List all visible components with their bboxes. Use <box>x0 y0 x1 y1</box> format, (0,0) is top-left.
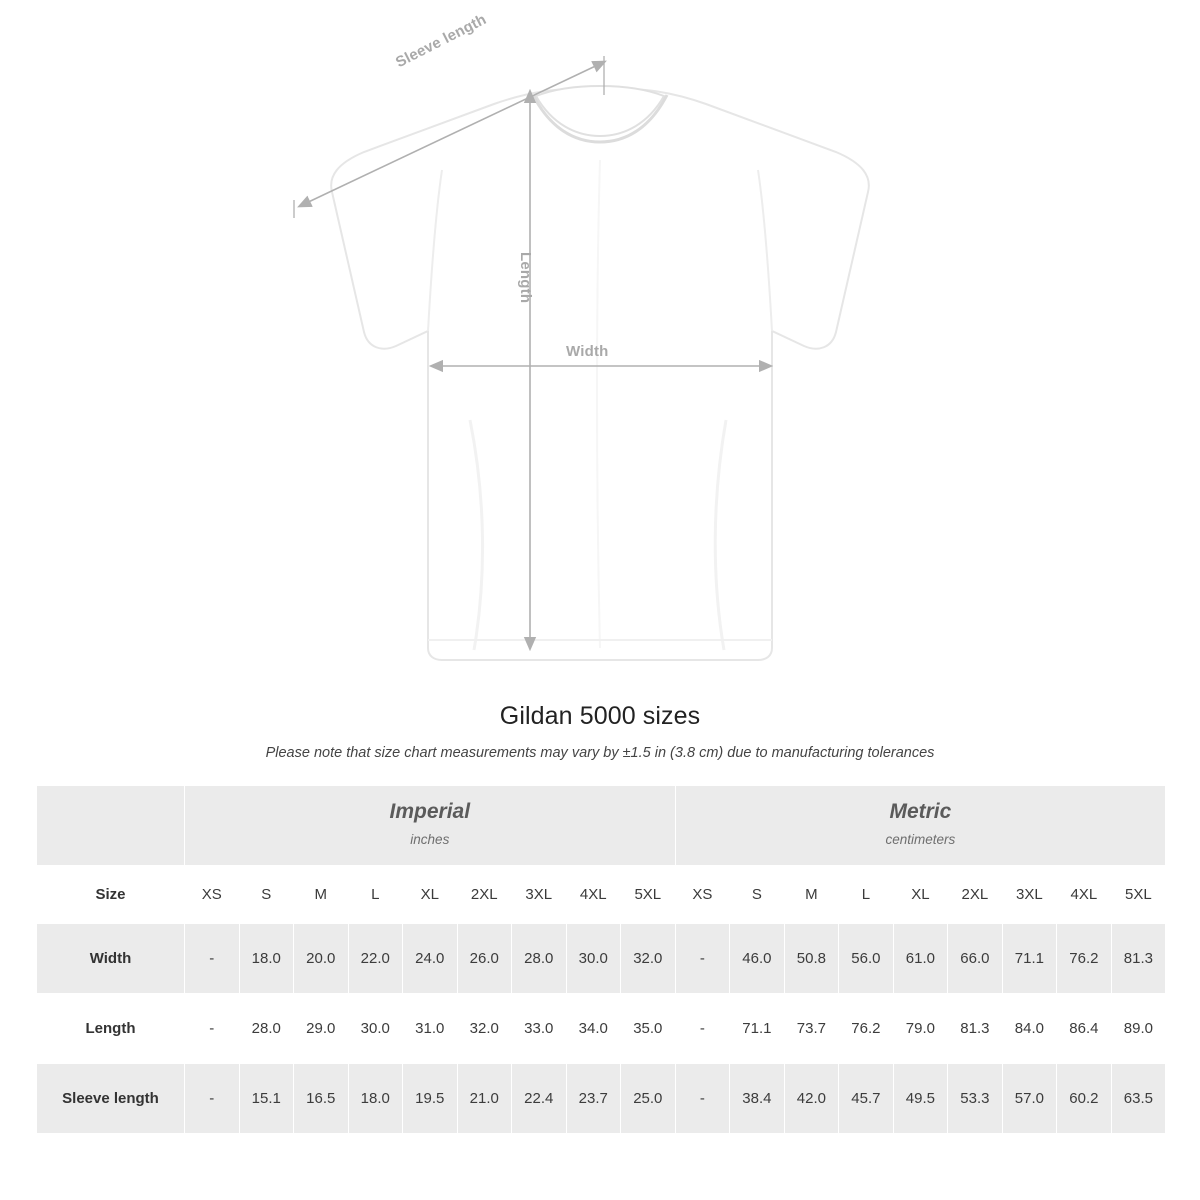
table-row <box>37 994 1166 1064</box>
cell-sleeve-metric-m: 42.0 <box>784 1064 839 1134</box>
cell-sleeve-imperial-5xl: 25.0 <box>621 1064 676 1134</box>
cell-sleeve-imperial-4xl: 23.7 <box>566 1064 621 1134</box>
cell-width-imperial-5xl: 32.0 <box>621 924 676 994</box>
cell-sleeve-imperial-2xl: 21.0 <box>457 1064 512 1134</box>
cell-length-metric-4xl: 86.4 <box>1057 994 1112 1064</box>
column-header-metric-l: L <box>839 866 894 924</box>
cell-length-imperial-l: 30.0 <box>348 994 403 1064</box>
system-header-imperial <box>185 786 676 866</box>
cell-sleeve-metric-2xl: 53.3 <box>948 1064 1003 1134</box>
column-header-imperial-3xl: 3XL <box>512 866 567 924</box>
cell-length-metric-5xl: 89.0 <box>1111 994 1166 1064</box>
cell-length-metric-2xl: 81.3 <box>948 994 1003 1064</box>
system-name-imperial: Imperial <box>389 800 471 823</box>
column-header-metric-5xl: 5XL <box>1111 866 1166 924</box>
cell-sleeve-metric-xs: - <box>675 1064 730 1134</box>
column-header-metric-4xl: 4XL <box>1057 866 1112 924</box>
table-row <box>37 924 1166 994</box>
cell-sleeve-imperial-s: 15.1 <box>239 1064 294 1134</box>
cell-length-metric-xl: 79.0 <box>893 994 948 1064</box>
cell-width-imperial-l: 22.0 <box>348 924 403 994</box>
column-header-imperial-s: S <box>239 866 294 924</box>
size-header-row <box>37 866 1166 924</box>
column-header-metric-s: S <box>730 866 785 924</box>
sleeve-length-label: Sleeve length <box>393 10 490 72</box>
cell-length-imperial-4xl: 34.0 <box>566 994 621 1064</box>
cell-sleeve-metric-3xl: 57.0 <box>1002 1064 1057 1134</box>
row-label-width: Width <box>37 924 185 994</box>
cell-sleeve-metric-5xl: 63.5 <box>1111 1064 1166 1134</box>
column-header-imperial-xl: XL <box>403 866 458 924</box>
cell-length-imperial-2xl: 32.0 <box>457 994 512 1064</box>
system-header-metric <box>675 786 1166 866</box>
cell-length-imperial-xl: 31.0 <box>403 994 458 1064</box>
cell-width-metric-5xl: 81.3 <box>1111 924 1166 994</box>
page-title: Gildan 5000 sizes <box>499 702 701 730</box>
cell-sleeve-imperial-m: 16.5 <box>294 1064 349 1134</box>
cell-width-imperial-4xl: 30.0 <box>566 924 621 994</box>
column-header-metric-m: M <box>784 866 839 924</box>
column-header-size: Size <box>37 866 185 924</box>
column-header-metric-xl: XL <box>893 866 948 924</box>
system-header-spacer <box>37 786 185 866</box>
cell-width-imperial-m: 20.0 <box>294 924 349 994</box>
column-header-imperial-xs: XS <box>185 866 240 924</box>
column-header-imperial-2xl: 2XL <box>457 866 512 924</box>
cell-length-metric-l: 76.2 <box>839 994 894 1064</box>
column-header-imperial-l: L <box>348 866 403 924</box>
cell-width-metric-l: 56.0 <box>839 924 894 994</box>
cell-width-imperial-3xl: 28.0 <box>512 924 567 994</box>
cell-length-imperial-s: 28.0 <box>239 994 294 1064</box>
cell-width-metric-3xl: 71.1 <box>1002 924 1057 994</box>
cell-width-metric-m: 50.8 <box>784 924 839 994</box>
size-chart-table <box>36 785 1166 1134</box>
cell-sleeve-metric-l: 45.7 <box>839 1064 894 1134</box>
cell-width-imperial-s: 18.0 <box>239 924 294 994</box>
cell-width-metric-4xl: 76.2 <box>1057 924 1112 994</box>
cell-sleeve-imperial-xl: 19.5 <box>403 1064 458 1134</box>
system-unit-metric: centimeters <box>885 832 956 847</box>
cell-width-metric-2xl: 66.0 <box>948 924 1003 994</box>
cell-sleeve-imperial-l: 18.0 <box>348 1064 403 1134</box>
column-header-metric-2xl: 2XL <box>948 866 1003 924</box>
length-label: Length <box>517 252 534 304</box>
cell-sleeve-imperial-3xl: 22.4 <box>512 1064 567 1134</box>
table-row <box>37 1064 1166 1134</box>
system-header-row <box>37 786 1166 866</box>
cell-length-metric-3xl: 84.0 <box>1002 994 1057 1064</box>
cell-length-metric-xs: - <box>675 994 730 1064</box>
cell-width-metric-xs: - <box>675 924 730 994</box>
cell-width-metric-s: 46.0 <box>730 924 785 994</box>
column-header-metric-3xl: 3XL <box>1002 866 1057 924</box>
title-block <box>0 702 1200 761</box>
system-unit-imperial: inches <box>410 832 450 847</box>
system-name-metric: Metric <box>889 800 952 823</box>
cell-width-imperial-xs: - <box>185 924 240 994</box>
cell-length-imperial-m: 29.0 <box>294 994 349 1064</box>
column-header-metric-xs: XS <box>675 866 730 924</box>
size-table-wrap <box>36 785 1164 1134</box>
column-header-imperial-5xl: 5XL <box>621 866 676 924</box>
cell-width-imperial-xl: 24.0 <box>403 924 458 994</box>
row-label-length: Length <box>37 994 185 1064</box>
cell-sleeve-metric-xl: 49.5 <box>893 1064 948 1134</box>
cell-width-imperial-2xl: 26.0 <box>457 924 512 994</box>
cell-length-imperial-5xl: 35.0 <box>621 994 676 1064</box>
cell-sleeve-metric-4xl: 60.2 <box>1057 1064 1112 1134</box>
cell-width-metric-xl: 61.0 <box>893 924 948 994</box>
tolerance-note: Please note that size chart measurements may vary by ±1.5 in (3.8 cm) due to manufacturing tolerances <box>265 745 935 761</box>
width-label: Width <box>566 343 609 360</box>
cell-length-imperial-3xl: 33.0 <box>512 994 567 1064</box>
cell-length-metric-s: 71.1 <box>730 994 785 1064</box>
cell-length-metric-m: 73.7 <box>784 994 839 1064</box>
cell-sleeve-imperial-xs: - <box>185 1064 240 1134</box>
row-label-sleeve-length: Sleeve length <box>37 1064 185 1134</box>
tshirt-shape <box>331 86 869 660</box>
column-header-imperial-4xl: 4XL <box>566 866 621 924</box>
cell-length-imperial-xs: - <box>185 994 240 1064</box>
cell-sleeve-metric-s: 38.4 <box>730 1064 785 1134</box>
column-header-imperial-m: M <box>294 866 349 924</box>
